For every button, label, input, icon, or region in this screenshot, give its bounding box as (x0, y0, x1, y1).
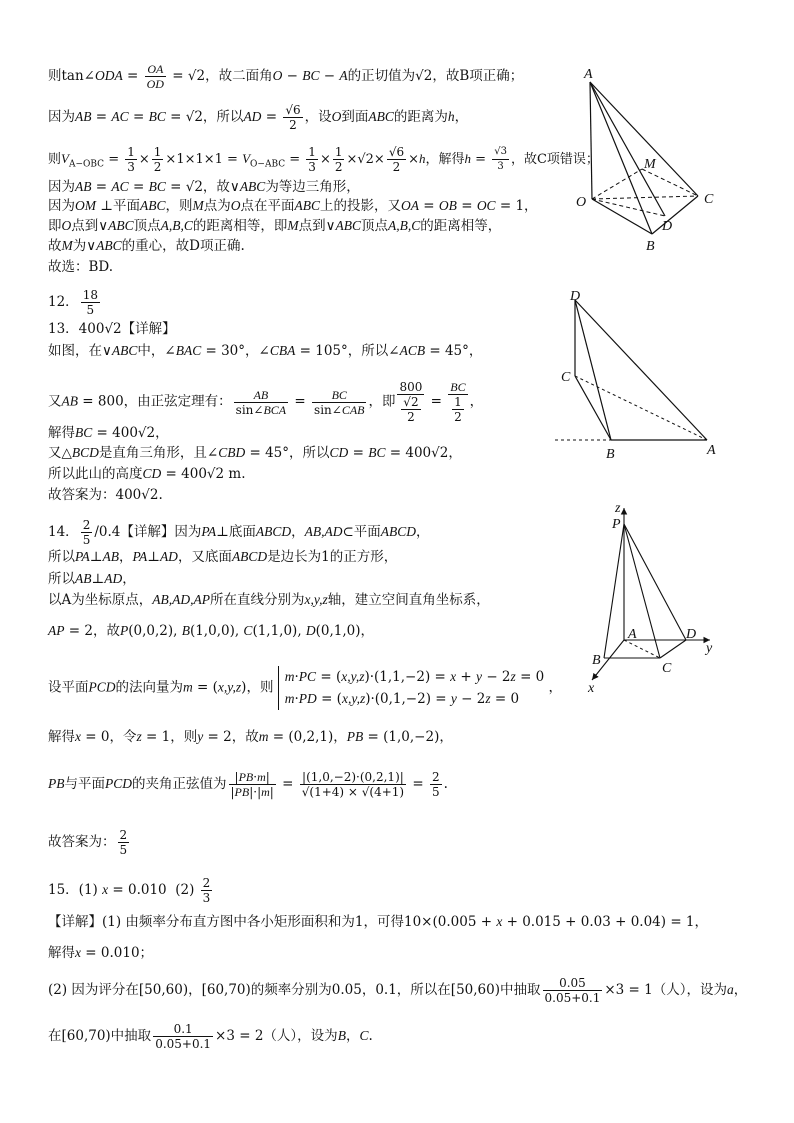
text-line-2: 因为AB = AC = BC = √2，所以AD = $\frac{√6}{2}$ ，设O到面ABC的距离为h， (48, 103, 469, 132)
text-line-15: 所以此山的高度CD = 400√2 m. (48, 466, 246, 482)
fig1-label-B: B (646, 239, 655, 254)
fig1-label-C: C (704, 192, 714, 207)
fig1-label-O: O (576, 195, 587, 210)
text-line-21: AP = 2，故P(0,0,2), B(1,0,0), C(1,1,0), D(0,1,0)， (48, 623, 375, 639)
text-line-20: 以A为坐标原点，AB,AD,AP所在直线分别为x,y,z轴，建立空间直角坐标系， (48, 592, 490, 608)
text-line-13: 解得BC = 400√2， (48, 425, 169, 441)
answer-13-title: 13．400√2【详解】 (48, 321, 176, 337)
text-line-3: 则$V_{A-OBC}$ = $\frac{1}{3}$ × $\frac{1}{2}$ $\times 1\times 1\times 1 = V_{O-ABC}$ = $\frac{1}{3}$ × $\frac{1}{2}$ ×√2× $\frac{√6}{2}$ ×h，解得h = $\frac{√3}{3}$ ，故C项错误； (48, 145, 599, 174)
text-line-5: 因为OM ⊥平面ABC，则M点为O点在平面ABC上的投影，又OA = OB = OC = 1， (48, 198, 538, 214)
figure-pyramid-axes (582, 500, 732, 696)
text-line-18: 所以PA⊥AB，PA⊥AD，又底面ABCD是边长为1的正方形， (48, 549, 398, 565)
fig3-label-P: P (612, 517, 621, 532)
text-line-7: 故M为∨ABC的重心，故D项正确. (48, 238, 245, 254)
text-line-16: 故答案为：400√2. (48, 487, 163, 503)
fig1-label-M: M (644, 157, 656, 172)
fig3-label-D: D (686, 627, 697, 642)
fig2-label-C: C (561, 370, 571, 385)
text-line-25: 故答案为： $\frac{2}{5}$ (48, 828, 128, 857)
text-line-30: 在[60,70)中抽取 $\frac{0.1}{0.05+0.1}$ ×3 = 2（人），设为B，C. (48, 1022, 373, 1051)
text-line-27: 【详解】(1) 由频率分布直方图中各小矩形面积和为1，可得10×(0.005 + x + 0.015 + 0.03 + 0.04) = 1， (48, 914, 709, 930)
fig3-label-z: z (615, 501, 621, 516)
fig3-label-B: B (592, 653, 601, 668)
fig3-label-y: y (706, 641, 713, 656)
fig2-label-A: A (707, 443, 716, 458)
text-line-29: (2) 因为评分在[50,60)，[60,70)的频率分别为0.05，0.1，所以在[50,60)中抽取 $\frac{0.05}{0.05+0.1}$ ×3 = 1（人），设为a， (48, 976, 748, 1005)
fig3-label-A: A (628, 627, 637, 642)
text-line-28: 解得x = 0.010； (48, 945, 154, 961)
text-line-19: 所以AB⊥AD， (48, 571, 136, 587)
text-line-11: 如图，在∨ABC中，∠BAC = 30°，∠CBA = 105°，所以∠ACB = 45°， (48, 343, 483, 359)
text-line-12: 又AB = 800，由正弦定理有： $\frac{AB}{\text{sin∠BCA}}$ = $\frac{BC}{\text{sin∠CAB}}$ ，即 $\frac{800}{\frac{√2}{2}}$ = $\frac{BC}{\frac{1}{2}}$ ， (48, 380, 484, 424)
fig2-label-B: B (606, 447, 615, 462)
text-line-8: 故选：BD. (48, 259, 114, 275)
fig2-label-D: D (570, 289, 581, 304)
figure-tetrahedron (570, 64, 730, 254)
text-line-6: 即O点到∨ABC顶点A,B,C的距离相等，即M点到∨ABC顶点A,B,C的距离相等， (48, 218, 502, 234)
text-line-24: PB与平面PCD的夹角正弦值为 $\frac{|PB\cdot m|}{|PB|\cdot|m|}$ = $\frac{|(1,0,-2)\cdot(0,2,1)|}{√(1+4) \times √(4+1)}$ = $\frac{2}{5}$ . (48, 770, 448, 799)
figure-mountain (555, 288, 730, 463)
text-line-4: 因为AB = AC = BC = √2，故∨ABC为等边三角形， (48, 179, 360, 195)
fig1-label-D: D (662, 219, 673, 234)
text-line-1: 则tan∠ODA = $\frac{OA}{OD}$ = √2，故二面角O − BC − A的正切值为√2，故B项正确； (48, 62, 524, 91)
fig3-label-x: x (588, 681, 595, 696)
answer-12: 12． $\frac{18}{5}$ (48, 288, 98, 317)
text-line-22: 设平面PCD的法向量为m = (x,y,z)，则 m·PC = (x,y,z)·(1,1,−2) = x + y − 2z = 0 m·PD = (x,y,z)·(0,1,−2) = y − 2z = 0 ， (48, 666, 562, 710)
text-line-14: 又△BCD是直角三角形，且∠CBD = 45°，所以CD = BC = 400√2， (48, 445, 462, 461)
answer-15-title: 15．(1) x = 0.010 (2) $\frac{2}{3}$ (48, 876, 211, 905)
fig1-label-A: A (584, 67, 593, 82)
fig3-label-C: C (662, 661, 672, 676)
text-line-23: 解得x = 0，令z = 1，则y = 2，故m = (0,2,1)，PB = (1,0,−2)， (48, 729, 453, 745)
answer-14-title: 14． $\frac{2}{5}$ /0.4【详解】因为PA⊥底面ABCD，AB,AD⊂平面ABCD， (48, 518, 430, 547)
